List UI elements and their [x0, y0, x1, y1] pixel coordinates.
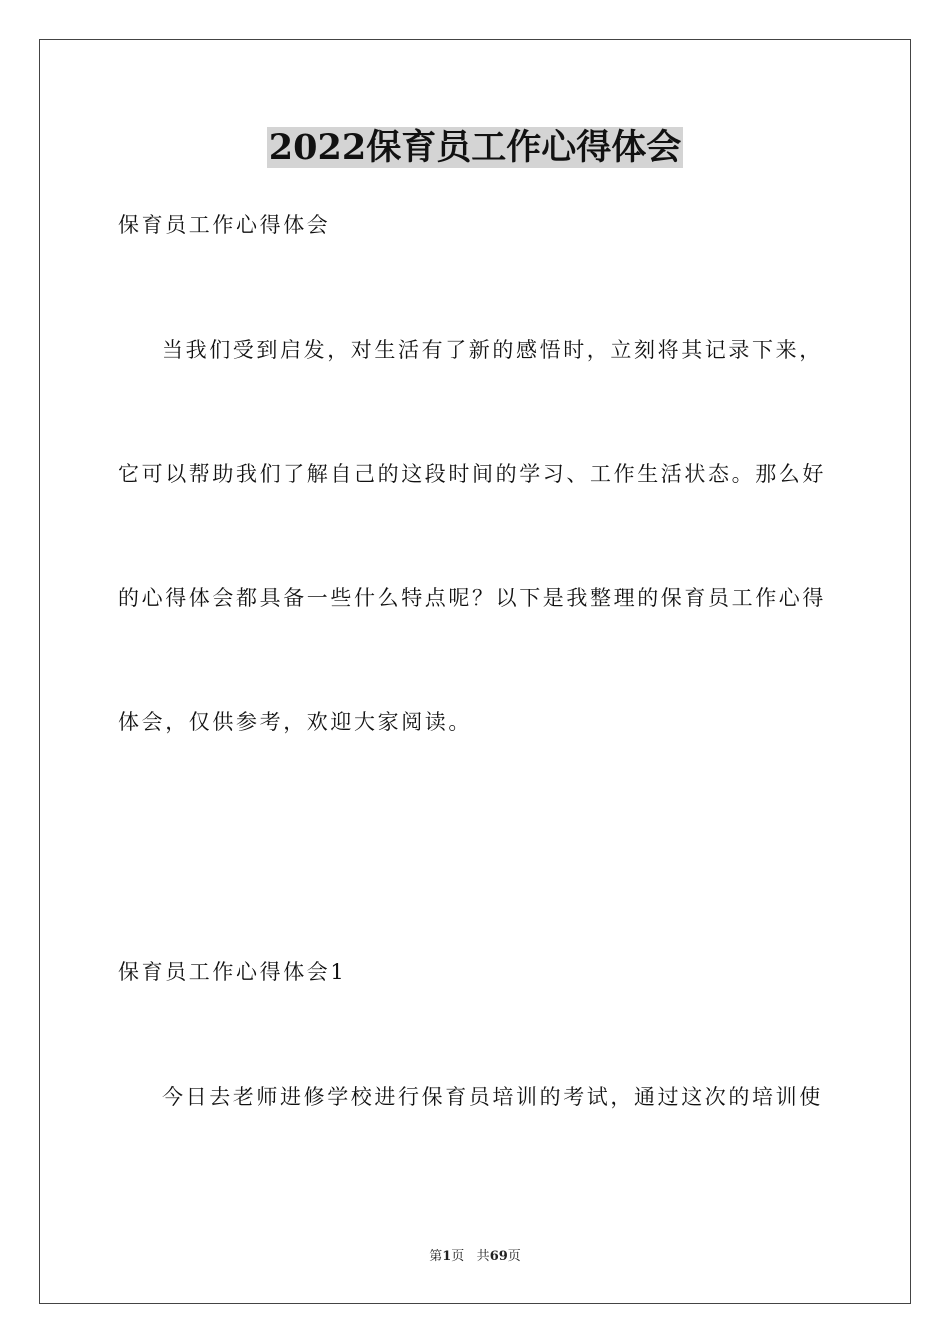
section-heading: 保育员工作心得体会1 [118, 960, 347, 984]
subtitle: 保育员工作心得体会 [118, 213, 331, 237]
document-title: 2022保育员工作心得体会 [268, 127, 682, 168]
intro-line-3: 的心得体会都具备一些什么特点呢？以下是我整理的保育员工作心得 [118, 586, 826, 610]
intro-line-4: 体会，仅供参考，欢迎大家阅读。 [118, 710, 472, 734]
footer-total-prefix: 共 [476, 1249, 490, 1264]
footer-page-prefix: 第 [429, 1249, 443, 1264]
footer-total-suffix: 页 [507, 1249, 521, 1264]
document-title-block [0, 126, 950, 176]
page-footer [0, 1248, 950, 1266]
intro-line-2: 它可以帮助我们了解自己的这段时间的学习、工作生活状态。那么好 [118, 462, 826, 486]
footer-page-suffix: 页 [451, 1249, 465, 1264]
footer-total-pages: 69 [489, 1249, 508, 1264]
section-line-1: 今日去老师进修学校进行保育员培训的考试，通过这次的培训使 [162, 1085, 823, 1109]
footer-page-number: 1 [442, 1249, 452, 1264]
intro-line-1: 当我们受到启发，对生活有了新的感悟时，立刻将其记录下来， [162, 338, 823, 362]
